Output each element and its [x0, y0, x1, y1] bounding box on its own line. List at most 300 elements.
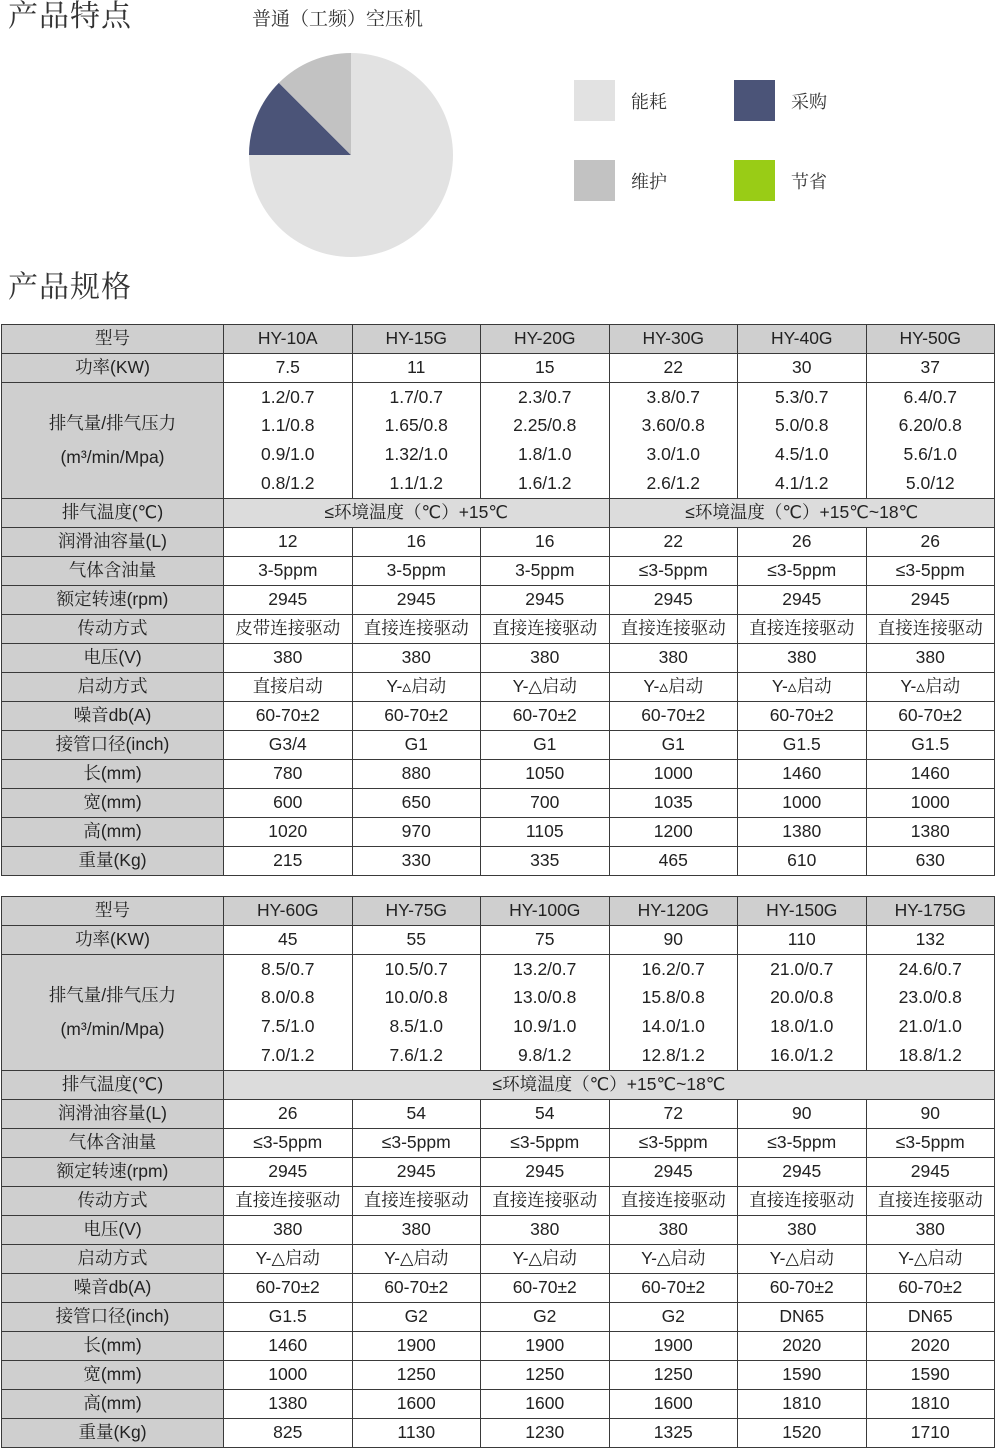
table-row [2, 1245, 995, 1274]
spec-table-1 [1, 324, 995, 876]
table-row [2, 955, 995, 984]
legend-item-purchase [734, 80, 827, 121]
table-cell: 16.2/0.7 [609, 955, 738, 984]
table-cell: ≤3-5ppm [481, 1129, 610, 1158]
table-cell: 1590 [738, 1361, 867, 1390]
table-cell: 60-70±2 [352, 702, 481, 731]
row-label: 长(mm) [2, 760, 224, 789]
table-cell: 1.2/0.7 [224, 383, 353, 412]
table-cell: 直接连接驱动 [738, 615, 867, 644]
table-cell: 直接启动 [224, 673, 353, 702]
table-cell: 8.0/0.8 [224, 984, 353, 1013]
table-cell: 2945 [352, 1158, 481, 1187]
table-cell: 1200 [609, 818, 738, 847]
table-cell: 880 [352, 760, 481, 789]
row-label: 电压(V) [2, 644, 224, 673]
row-label: 高(mm) [2, 1390, 224, 1419]
table-cell: 380 [224, 644, 353, 673]
table-cell: 10.9/1.0 [481, 1013, 610, 1042]
model-header: HY-150G [738, 897, 867, 926]
table-cell: 215 [224, 847, 353, 876]
table-row [2, 354, 995, 383]
table-row [2, 1187, 995, 1216]
table-cell: 3.0/1.0 [609, 441, 738, 470]
table-cell: 7.5/1.0 [224, 1013, 353, 1042]
table-cell: 60-70±2 [481, 702, 610, 731]
flow-label-line1: 排气量/排气压力 [48, 985, 177, 1006]
table-cell: 2.25/0.8 [481, 412, 610, 441]
table-cell: 1600 [481, 1390, 610, 1419]
table-cell: 1250 [352, 1361, 481, 1390]
table-cell: ≤3-5ppm [866, 1129, 995, 1158]
table-cell: 380 [481, 1216, 610, 1245]
table-cell: Y-▵启动 [866, 673, 995, 702]
table-cell: 直接连接驱动 [224, 1187, 353, 1216]
table-cell: 1.32/1.0 [352, 441, 481, 470]
table-cell: 皮带连接驱动 [224, 615, 353, 644]
model-header: HY-50G [866, 325, 995, 354]
table-row [2, 1303, 995, 1332]
model-header: HY-60G [224, 897, 353, 926]
table-cell: Y-△启动 [609, 1245, 738, 1274]
table-cell: ≤3-5ppm [866, 557, 995, 586]
row-label: 功率(KW) [2, 354, 224, 383]
table-cell: 60-70±2 [609, 1274, 738, 1303]
model-header: HY-10A [224, 325, 353, 354]
table-cell: Y-△启动 [224, 1245, 353, 1274]
table-cell: 1600 [352, 1390, 481, 1419]
table-cell: 直接连接驱动 [866, 615, 995, 644]
table-cell: 380 [866, 644, 995, 673]
table-cell: 780 [224, 760, 353, 789]
row-label [2, 955, 224, 1071]
table-cell: 7.6/1.2 [352, 1042, 481, 1071]
table-cell: 60-70±2 [738, 1274, 867, 1303]
table-row [2, 1216, 995, 1245]
table-cell: 90 [609, 926, 738, 955]
table-cell: 1.8/1.0 [481, 441, 610, 470]
header-row [2, 325, 995, 354]
table-cell: 直接连接驱动 [866, 1187, 995, 1216]
table-cell: 650 [352, 789, 481, 818]
row-label: 型号 [2, 325, 224, 354]
table-cell: 21.0/0.7 [738, 955, 867, 984]
table-cell: 1325 [609, 1419, 738, 1448]
legend-label: 采购 [791, 91, 827, 113]
table-cell: 26 [738, 528, 867, 557]
table-cell: 1900 [609, 1332, 738, 1361]
table-cell: 6.20/0.8 [866, 412, 995, 441]
row-label: 长(mm) [2, 1332, 224, 1361]
table-cell: 16 [352, 528, 481, 557]
table-cell: G1 [352, 731, 481, 760]
table-cell: 1.7/0.7 [352, 383, 481, 412]
table-cell: 1380 [738, 818, 867, 847]
row-label: 启动方式 [2, 673, 224, 702]
table-cell: 60-70±2 [481, 1274, 610, 1303]
table-cell: G1.5 [738, 731, 867, 760]
table-cell: 45 [224, 926, 353, 955]
table-cell: 54 [352, 1100, 481, 1129]
table-cell: G1 [609, 731, 738, 760]
table-cell: G3/4 [224, 731, 353, 760]
table-cell: 24.6/0.7 [866, 955, 995, 984]
table-cell: 60-70±2 [224, 702, 353, 731]
table-cell: 2945 [866, 586, 995, 615]
table-cell: G2 [352, 1303, 481, 1332]
table-row [2, 847, 995, 876]
table-cell: 1000 [224, 1361, 353, 1390]
table-cell: 18.0/1.0 [738, 1013, 867, 1042]
table-cell: DN65 [738, 1303, 867, 1332]
temperature-span-cell: ≤环境温度（℃）+15℃~18℃ [224, 1071, 995, 1100]
row-label: 功率(KW) [2, 926, 224, 955]
table-cell: 5.0/0.8 [738, 412, 867, 441]
table-cell: 60-70±2 [352, 1274, 481, 1303]
table-row [2, 760, 995, 789]
table-cell: 1.1/1.2 [352, 470, 481, 499]
table-cell: ≤3-5ppm [224, 1129, 353, 1158]
table-cell: G1.5 [866, 731, 995, 760]
table-row [2, 1361, 995, 1390]
table-cell: 16 [481, 528, 610, 557]
table-row [2, 1390, 995, 1419]
table-cell: 1.65/0.8 [352, 412, 481, 441]
legend-label: 节省 [791, 171, 827, 193]
table-cell: 0.9/1.0 [224, 441, 353, 470]
legend-item-savings [734, 160, 827, 201]
table-cell: 55 [352, 926, 481, 955]
row-label: 排气温度(℃) [2, 1071, 224, 1100]
table-cell: 9.8/1.2 [481, 1042, 610, 1071]
table-cell: 10.0/0.8 [352, 984, 481, 1013]
row-label: 额定转速(rpm) [2, 1158, 224, 1187]
table-cell: 15 [481, 354, 610, 383]
temperature-span-cell: ≤环境温度（℃）+15℃~18℃ [609, 499, 995, 528]
table-cell: 直接连接驱动 [609, 1187, 738, 1216]
table-cell: 1000 [738, 789, 867, 818]
table-cell: 22 [609, 354, 738, 383]
row-label: 接管口径(inch) [2, 1303, 224, 1332]
table-cell: 1810 [738, 1390, 867, 1419]
table-row [2, 1071, 995, 1100]
table-cell: 2020 [738, 1332, 867, 1361]
table-cell: Y-▵启动 [352, 673, 481, 702]
table-cell: 26 [866, 528, 995, 557]
table-cell: 12.8/1.2 [609, 1042, 738, 1071]
specs-title: 产品规格 [8, 270, 132, 305]
table-cell: 90 [738, 1100, 867, 1129]
table-cell: 5.0/12 [866, 470, 995, 499]
table-cell: 1035 [609, 789, 738, 818]
row-label: 传动方式 [2, 615, 224, 644]
table-cell: 1230 [481, 1419, 610, 1448]
table-cell: 380 [609, 1216, 738, 1245]
table-cell: 380 [609, 644, 738, 673]
table-cell: 直接连接驱动 [481, 1187, 610, 1216]
table-cell: 3-5ppm [481, 557, 610, 586]
table-cell: Y-▵启动 [738, 673, 867, 702]
table-cell: 10.5/0.7 [352, 955, 481, 984]
table-cell: 1105 [481, 818, 610, 847]
table-cell: 825 [224, 1419, 353, 1448]
row-label: 高(mm) [2, 818, 224, 847]
table-cell: G2 [481, 1303, 610, 1332]
table-cell: 8.5/1.0 [352, 1013, 481, 1042]
model-header: HY-75G [352, 897, 481, 926]
table-cell: 1460 [738, 760, 867, 789]
table-cell: ≤3-5ppm [738, 1129, 867, 1158]
table-row [2, 1100, 995, 1129]
table-cell: 2945 [224, 586, 353, 615]
table-cell: 1460 [224, 1332, 353, 1361]
table-cell: 54 [481, 1100, 610, 1129]
table-row [2, 1158, 995, 1187]
table-cell: Y-▵启动 [609, 673, 738, 702]
table-cell: 380 [866, 1216, 995, 1245]
legend-swatch [734, 160, 775, 201]
table-cell: 15.8/0.8 [609, 984, 738, 1013]
table-cell: 110 [738, 926, 867, 955]
row-label: 气体含油量 [2, 1129, 224, 1158]
table-row [2, 789, 995, 818]
table-cell: 2945 [481, 1158, 610, 1187]
table-cell: 60-70±2 [866, 702, 995, 731]
table-row [2, 673, 995, 702]
table-cell: 5.3/0.7 [738, 383, 867, 412]
table-cell: 330 [352, 847, 481, 876]
row-label: 噪音db(A) [2, 1274, 224, 1303]
table-cell: 970 [352, 818, 481, 847]
table-cell: 5.6/1.0 [866, 441, 995, 470]
table-cell: 3-5ppm [224, 557, 353, 586]
table-cell: 700 [481, 789, 610, 818]
table-cell: ≤3-5ppm [609, 1129, 738, 1158]
table-cell: 610 [738, 847, 867, 876]
table-cell: 1250 [609, 1361, 738, 1390]
row-label: 型号 [2, 897, 224, 926]
table-cell: 4.5/1.0 [738, 441, 867, 470]
table-cell: 3-5ppm [352, 557, 481, 586]
table-cell: 2945 [481, 586, 610, 615]
table-cell: 0.8/1.2 [224, 470, 353, 499]
legend-swatch [574, 160, 615, 201]
table-cell: 1380 [866, 818, 995, 847]
table-cell: Y-△启动 [481, 1245, 610, 1274]
table-cell: 380 [738, 644, 867, 673]
table-cell: Y-△启动 [738, 1245, 867, 1274]
table-cell: 2945 [738, 1158, 867, 1187]
row-label: 重量(Kg) [2, 1419, 224, 1448]
table-cell: 20.0/0.8 [738, 984, 867, 1013]
row-label: 气体含油量 [2, 557, 224, 586]
table-cell: 335 [481, 847, 610, 876]
table-cell: 1.1/0.8 [224, 412, 353, 441]
table-row [2, 731, 995, 760]
features-title: 产品特点 [8, 0, 132, 34]
flow-label-line2: (m³/min/Mpa) [60, 446, 165, 467]
row-label: 润滑油容量(L) [2, 1100, 224, 1129]
spec-table-2 [1, 896, 995, 1448]
table-row [2, 528, 995, 557]
table-cell: 1900 [481, 1332, 610, 1361]
table-cell: 1130 [352, 1419, 481, 1448]
legend-label: 维护 [631, 171, 667, 193]
table-cell: 直接连接驱动 [609, 615, 738, 644]
flow-label-line2: (m³/min/Mpa) [60, 1018, 165, 1039]
table-cell: 380 [352, 1216, 481, 1245]
table-cell: 2.3/0.7 [481, 383, 610, 412]
table-cell: 7.0/1.2 [224, 1042, 353, 1071]
table-cell: 2020 [866, 1332, 995, 1361]
table-cell: 600 [224, 789, 353, 818]
legend-swatch [574, 80, 615, 121]
row-label: 启动方式 [2, 1245, 224, 1274]
table-cell: 380 [352, 644, 481, 673]
table-row [2, 383, 995, 412]
model-header: HY-20G [481, 325, 610, 354]
table-cell: 380 [481, 644, 610, 673]
table-cell: ≤3-5ppm [609, 557, 738, 586]
table-cell: 60-70±2 [224, 1274, 353, 1303]
table-cell: 30 [738, 354, 867, 383]
row-label: 传动方式 [2, 1187, 224, 1216]
row-label: 接管口径(inch) [2, 731, 224, 760]
table-row [2, 926, 995, 955]
table-cell: Y-△启动 [481, 673, 610, 702]
table-cell: 13.2/0.7 [481, 955, 610, 984]
table-cell: 11 [352, 354, 481, 383]
table-cell: 465 [609, 847, 738, 876]
table-cell: 7.5 [224, 354, 353, 383]
table-cell: 直接连接驱动 [352, 615, 481, 644]
table-cell: 6.4/0.7 [866, 383, 995, 412]
table-cell: 1810 [866, 1390, 995, 1419]
table-cell: 60-70±2 [866, 1274, 995, 1303]
row-label: 额定转速(rpm) [2, 586, 224, 615]
row-label: 噪音db(A) [2, 702, 224, 731]
legend-swatch [734, 80, 775, 121]
table-cell: 8.5/0.7 [224, 955, 353, 984]
table-cell: 2945 [352, 586, 481, 615]
table-cell: 630 [866, 847, 995, 876]
model-header: HY-120G [609, 897, 738, 926]
header-row [2, 897, 995, 926]
table-cell: 2945 [609, 1158, 738, 1187]
table-cell: 直接连接驱动 [481, 615, 610, 644]
table-cell: 12 [224, 528, 353, 557]
table-cell: 4.1/1.2 [738, 470, 867, 499]
table-row [2, 702, 995, 731]
table-cell: 1600 [609, 1390, 738, 1419]
table-cell: Y-△启动 [866, 1245, 995, 1274]
table-cell: G1.5 [224, 1303, 353, 1332]
table-row [2, 1129, 995, 1158]
model-header: HY-40G [738, 325, 867, 354]
chart-title: 普通（工频）空压机 [252, 8, 424, 30]
table-row [2, 557, 995, 586]
table-cell: 1460 [866, 760, 995, 789]
table-cell: 1710 [866, 1419, 995, 1448]
table-cell: 380 [224, 1216, 353, 1245]
table-cell: 1000 [609, 760, 738, 789]
table-cell: 1000 [866, 789, 995, 818]
table-cell: G1 [481, 731, 610, 760]
table-row [2, 586, 995, 615]
row-label: 宽(mm) [2, 789, 224, 818]
table-cell: 直接连接驱动 [352, 1187, 481, 1216]
table-cell: 直接连接驱动 [738, 1187, 867, 1216]
table-cell: 23.0/0.8 [866, 984, 995, 1013]
table-cell: 90 [866, 1100, 995, 1129]
table-row [2, 818, 995, 847]
table-cell: 22 [609, 528, 738, 557]
table-cell: 16.0/1.2 [738, 1042, 867, 1071]
table-cell: 1520 [738, 1419, 867, 1448]
row-label [2, 383, 224, 499]
table-cell: 1250 [481, 1361, 610, 1390]
model-header: HY-30G [609, 325, 738, 354]
table-cell: ≤3-5ppm [738, 557, 867, 586]
row-label: 电压(V) [2, 1216, 224, 1245]
table-cell: 2945 [609, 586, 738, 615]
table-cell: 14.0/1.0 [609, 1013, 738, 1042]
table-cell: 132 [866, 926, 995, 955]
table-cell: 2945 [866, 1158, 995, 1187]
table-cell: DN65 [866, 1303, 995, 1332]
table-cell: 380 [738, 1216, 867, 1245]
table-row [2, 644, 995, 673]
table-cell: 37 [866, 354, 995, 383]
table-cell: 60-70±2 [738, 702, 867, 731]
legend-label: 能耗 [631, 91, 667, 113]
table-row [2, 1419, 995, 1448]
table-cell: 1050 [481, 760, 610, 789]
row-label: 重量(Kg) [2, 847, 224, 876]
legend-item-maintenance [574, 160, 667, 201]
table-cell: 2.6/1.2 [609, 470, 738, 499]
table-row [2, 499, 995, 528]
model-header: HY-175G [866, 897, 995, 926]
table-row [2, 615, 995, 644]
legend-item-energy [574, 80, 667, 121]
table-cell: 1020 [224, 818, 353, 847]
row-label: 宽(mm) [2, 1361, 224, 1390]
table-cell: 13.0/0.8 [481, 984, 610, 1013]
table-cell: 2945 [738, 586, 867, 615]
table-cell: 21.0/1.0 [866, 1013, 995, 1042]
model-header: HY-100G [481, 897, 610, 926]
table-cell: 1900 [352, 1332, 481, 1361]
table-cell: ≤3-5ppm [352, 1129, 481, 1158]
table-cell: 3.8/0.7 [609, 383, 738, 412]
pie-chart [248, 52, 454, 258]
table-cell: 75 [481, 926, 610, 955]
table-row [2, 1332, 995, 1361]
table-cell: 1590 [866, 1361, 995, 1390]
row-label: 排气温度(℃) [2, 499, 224, 528]
row-label: 润滑油容量(L) [2, 528, 224, 557]
model-header: HY-15G [352, 325, 481, 354]
flow-label-line1: 排气量/排气压力 [48, 413, 177, 434]
table-cell: 3.60/0.8 [609, 412, 738, 441]
table-cell: 2945 [224, 1158, 353, 1187]
temperature-span-cell: ≤环境温度（℃）+15℃ [224, 499, 610, 528]
table-cell: 18.8/1.2 [866, 1042, 995, 1071]
table-cell: 60-70±2 [609, 702, 738, 731]
table-cell: 72 [609, 1100, 738, 1129]
table-cell: 1.6/1.2 [481, 470, 610, 499]
